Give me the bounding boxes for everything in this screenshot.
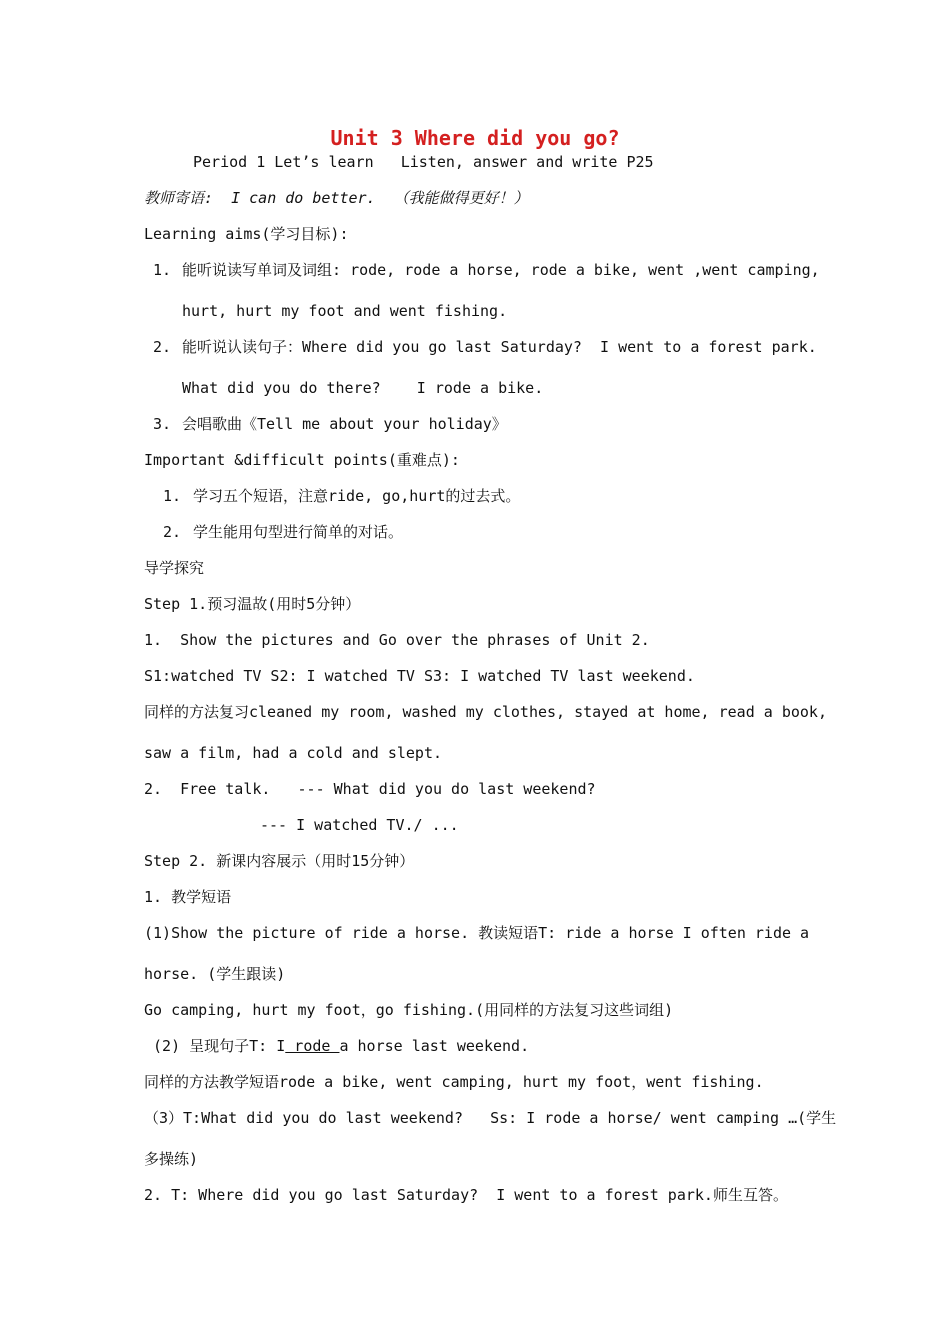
point-2-text: 学生能用句型进行简单的对话。 — [193, 523, 404, 541]
step-1-heading: Step 1.预习温故(用时5分钟） — [144, 595, 361, 613]
important-points-heading: Important &difficult points(重难点): — [144, 451, 460, 469]
step-1-item-1: 1. Show the pictures and Go over the phrases of Unit 2. — [144, 631, 650, 649]
aim-2-text: 能听说认读句子：Where did you go last Saturday? I went to a forest park. — [182, 338, 817, 356]
point-1-number: 1. — [163, 487, 182, 505]
teacher-motto: 教师寄语: I can do better. （我能做得更好！） — [144, 189, 529, 207]
step-1-item-2-answer: --- I watched TV./ ... — [260, 816, 459, 834]
document-title: Unit 3 Where did you go? — [330, 126, 620, 150]
aim-1-text-cont: hurt, hurt my foot and went fishing. — [182, 302, 508, 320]
learning-aims-heading: Learning aims(学习目标): — [144, 225, 349, 243]
step-1-item-2: 2. Free talk. --- What did you do last weekend? — [144, 780, 596, 798]
step-2-paragraph-3-cont: 多操练) — [144, 1150, 199, 1168]
step-2-item-2: 2. T: Where did you go last Saturday? I went to a forest park.师生互答。 — [144, 1186, 788, 1204]
aim-2-text-cont: What did you do there? I rode a bike. — [182, 379, 544, 397]
step-2-paragraph-2 — [144, 1036, 529, 1056]
aim-1-text: 能听说读写单词及词组: rode, rode a horse, rode a bike, went ,went camping, — [182, 261, 820, 279]
step-2-heading: Step 2. 新课内容展示（用时15分钟） — [144, 852, 415, 870]
point-2-number: 2. — [163, 523, 182, 541]
step-1-dialog: S1:watched TV S2: I watched TV S3: I watched TV last weekend. — [144, 667, 695, 685]
step-2-paragraph-1-cont: horse. (学生跟读) — [144, 965, 286, 983]
step-2-paragraph-2-suffix: a horse last weekend. — [339, 1037, 530, 1055]
aim-2-number: 2. — [153, 338, 172, 356]
document-subtitle: Period 1 Let’s learn Listen, answer and write P25 — [193, 153, 654, 171]
step-2-paragraph-2-cont: 同样的方法教学短语rode a bike, went camping, hurt my foot，went fishing. — [144, 1073, 764, 1091]
guide-heading: 导学探究 — [144, 559, 205, 577]
step-1-review-cont: saw a film, had a cold and slept. — [144, 744, 443, 762]
point-1-text: 学习五个短语，注意ride, go,hurt的过去式。 — [193, 487, 521, 505]
step-1-review: 同样的方法复习cleaned my room, washed my clothes, stayed at home, read a book, — [144, 703, 827, 721]
step-2-paragraph-2-prefix: (2) 呈现句子T: I — [144, 1037, 286, 1055]
aim-3-text: 会唱歌曲《Tell me about your holiday》 — [182, 415, 507, 433]
aim-3-number: 3. — [153, 415, 172, 433]
underlined-word-rode: rode — [285, 1037, 340, 1055]
aim-1-number: 1. — [153, 261, 172, 279]
step-2-paragraph-1: (1)Show the picture of ride a horse. 教读短语T: ride a horse I often ride a — [144, 924, 810, 942]
step-2-paragraph-1-line-3: Go camping, hurt my foot，go fishing.(用同样的方法复习这些词组) — [144, 1001, 674, 1019]
step-2-item-1: 1. 教学短语 — [144, 888, 232, 906]
step-2-paragraph-3: （3）T:What did you do last weekend? Ss: I rode a horse/ went camping …(学生 — [144, 1109, 837, 1127]
